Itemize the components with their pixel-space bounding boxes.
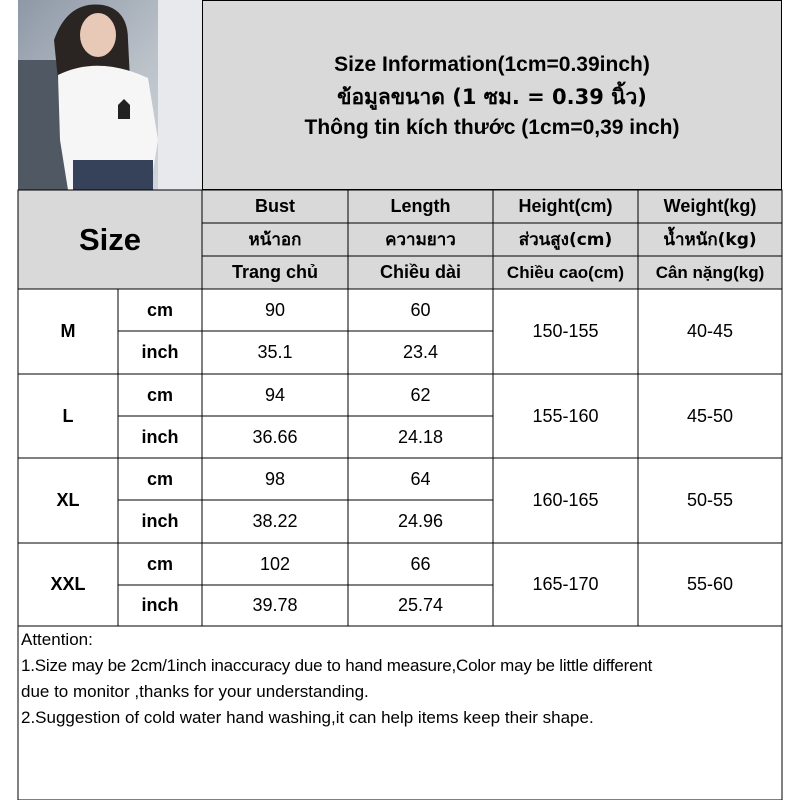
bust-inch-value: 38.22	[252, 511, 298, 531]
length-inch-value: 24.96	[397, 511, 444, 531]
col-weight-th: น้ำหนัก(kg)	[663, 230, 757, 250]
size-header: Size	[78, 221, 142, 257]
unit-cm: cm	[146, 384, 173, 405]
col-bust-vi: Trang chủ	[231, 262, 318, 282]
bust-cm-value: 90	[264, 299, 286, 320]
col-length-en: Length	[390, 196, 451, 216]
unit-inch: inch	[141, 595, 179, 615]
length-inch-value: 23.4	[402, 342, 439, 362]
length-cm-value: 64	[410, 468, 431, 489]
col-height-en: Height(cm)	[518, 196, 613, 216]
col-length-th: ความยาว	[385, 230, 456, 250]
weight-value: 50-55	[686, 490, 734, 510]
height-value: 155-160	[532, 405, 599, 426]
size-xl: XL	[56, 490, 80, 510]
header-line-2: ข้อมูลขนาด (1 ซม. = 0.39 นิ้ว)	[337, 84, 647, 109]
size-l: L	[62, 405, 74, 426]
col-height-vi: Chiều cao(cm)	[506, 262, 625, 282]
col-length-vi: Chiều dài	[379, 262, 461, 282]
bust-inch-value: 39.78	[252, 595, 298, 615]
length-inch-value: 24.18	[397, 426, 444, 447]
weight-value: 45-50	[686, 405, 734, 426]
weight-value: 55-60	[686, 574, 734, 594]
notes-line-3: 2.Suggestion of cold water hand washing,it can help items keep their shape.	[21, 708, 594, 727]
unit-cm: cm	[146, 553, 173, 574]
bust-inch-value: 36.66	[252, 426, 298, 447]
size-xxl: XXL	[50, 574, 86, 594]
bust-cm-value: 94	[264, 384, 286, 405]
notes-line-1: 1.Size may be 2cm/1inch inaccuracy due to hand measure,Color may be little different	[21, 656, 653, 675]
bust-cm-value: 102	[259, 553, 291, 574]
header-line-3: Thông tin kích thước (1cm=0,39 inch)	[304, 116, 680, 139]
notes-title: Attention:	[21, 630, 93, 649]
length-cm-value: 60	[410, 299, 431, 320]
col-bust-th: หน้าอก	[248, 230, 302, 250]
unit-cm: cm	[146, 468, 173, 489]
bust-cm-value: 98	[264, 468, 286, 489]
col-bust-en: Bust	[255, 196, 295, 216]
header-line-1: Size Information(1cm=0.39inch)	[334, 53, 650, 76]
unit-cm: cm	[146, 299, 173, 320]
unit-inch: inch	[141, 342, 179, 362]
notes-line-2: due to monitor ,thanks for your understanding.	[21, 682, 369, 701]
col-weight-vi: Cân nặng(kg)	[655, 262, 765, 282]
length-cm-value: 62	[410, 384, 431, 405]
bust-inch-value: 35.1	[257, 342, 293, 362]
size-m: M	[60, 321, 76, 341]
unit-inch: inch	[141, 426, 179, 447]
length-cm-value: 66	[410, 553, 431, 574]
col-height-th: ส่วนสูง(cm)	[518, 230, 613, 250]
height-value: 165-170	[532, 574, 599, 594]
unit-inch: inch	[141, 511, 179, 531]
col-weight-en: Weight(kg)	[663, 196, 757, 216]
length-inch-value: 25.74	[397, 595, 444, 615]
height-value: 150-155	[532, 321, 599, 341]
weight-value: 40-45	[686, 321, 734, 341]
height-value: 160-165	[532, 490, 599, 510]
